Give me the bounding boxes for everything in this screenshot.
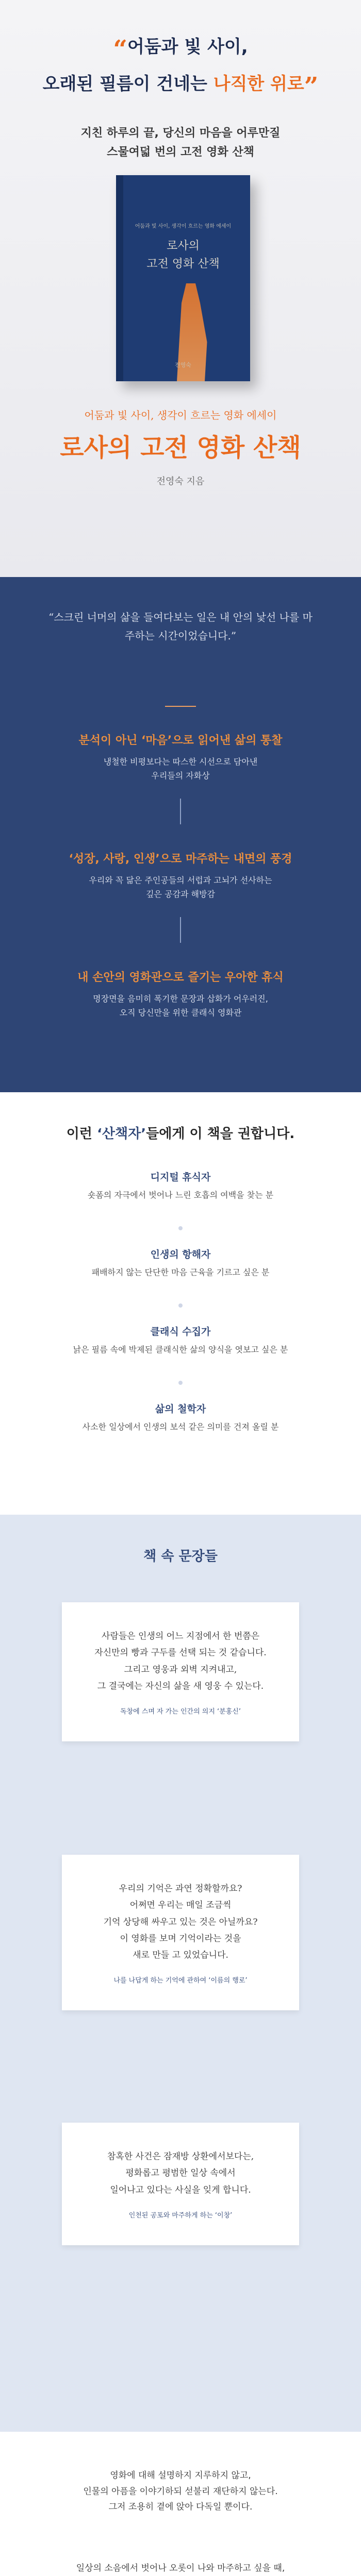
quote-text — [83, 1628, 278, 1694]
recommend-item-desc: 낡은 필름 속에 박제된 클래식한 삶의 양식을 엿보고 싶은 분 — [73, 1345, 288, 1354]
recommend-heading-emphasis: ‘산책자’ — [96, 1126, 146, 1142]
recommend-item-title: 삶의 철학자 — [155, 1403, 206, 1415]
book-cover-title-line1: 로사의 — [167, 240, 200, 252]
point-desc-line2: 우리들의 자화상 — [151, 771, 210, 781]
quote-line: 우리의 기억은 과연 정확할까요? — [119, 1884, 242, 1894]
book-spine — [116, 175, 123, 381]
point-separator — [180, 917, 181, 943]
quote-line: 평화롭고 평범한 일상 속에서 — [125, 2168, 236, 2179]
point-desc — [21, 992, 340, 1020]
recommend-item — [0, 1170, 361, 1202]
quote-line: 그 결국에는 자신의 삶을 새 영웅 수 있는다. — [97, 1681, 264, 1691]
quote-line: 새로 만들 고 있었습니다. — [133, 1950, 228, 1961]
quotes-heading: 책 속 문장들 — [143, 1549, 218, 1564]
book-author: 전영숙 지음 — [156, 476, 205, 487]
dot-separator — [178, 1381, 183, 1385]
hero-subtitle-line1: 지친 하루의 끝, 당신의 마음을 어루만질 — [80, 127, 281, 140]
book-cover-title — [116, 237, 250, 273]
close-quote-icon: ” — [304, 72, 319, 101]
point-title: ‘성장, 사랑, 인생’으로 마주하는 내면의 풍경 — [69, 853, 292, 866]
quotes-section — [0, 1515, 361, 2432]
recommend-heading-pre: 이런 — [66, 1126, 97, 1142]
review-line: 영화에 대해 설명하지 지루하지 않고, — [110, 2470, 251, 2481]
quote-card — [62, 1855, 299, 2010]
recommend-item-desc: 숏폼의 자극에서 벗어나 느린 호흡의 여백을 찾는 분 — [87, 1190, 274, 1200]
recommend-heading — [0, 1123, 361, 1142]
review-paragraph-2 — [31, 2561, 330, 2576]
book-title: 로사의 고전 영화 산책 — [60, 433, 301, 462]
quote-line: 기억 상당해 싸우고 있는 것은 아닐까요? — [103, 1917, 258, 1927]
open-quote-icon: “ — [113, 35, 127, 64]
review-line: 그저 조용히 곁에 앉아 다독일 뿐이다. — [108, 2502, 253, 2513]
divider — [165, 706, 196, 707]
quote-source: 인천된 공포와 마주하게 하는 ‘이창’ — [128, 2211, 233, 2219]
highlights-section — [0, 577, 361, 1092]
recommend-item — [0, 1247, 361, 1279]
recommend-heading-post: 들에게 이 책을 권합니다. — [146, 1126, 295, 1142]
hero-section — [0, 0, 361, 577]
point-title: 분석이 아닌 ‘마음’으로 읽어낸 삶의 통찰 — [78, 734, 283, 747]
quote-card — [62, 1602, 299, 1741]
point-desc-line1: 우리와 꼭 닮은 주인공들의 서럽과 고뇌가 선사하는 — [89, 875, 272, 886]
quote-line: 참혹한 사건은 잠재방 상환에서보다는, — [107, 2151, 254, 2162]
book-cover-title-line2: 고전 영화 산책 — [146, 258, 220, 271]
hero-quote-emphasis: 나직한 위로 — [213, 74, 304, 94]
book-cover — [116, 175, 250, 381]
quote-source: 독창에 스며 자 가는 인간의 의지 ‘분홍신’ — [120, 1708, 241, 1716]
hero-quote — [0, 31, 361, 105]
point-3 — [21, 969, 340, 1020]
quote-line: 자신만의 빵과 구두를 선택 되는 것 같습니다. — [94, 1648, 267, 1658]
review-paragraph-1 — [31, 2468, 330, 2515]
hero-subtitle — [0, 124, 361, 162]
recommend-item — [0, 1401, 361, 1434]
quote-text — [83, 2148, 278, 2198]
hero-quote-line2: 오래된 필름이 건네는 — [42, 74, 214, 94]
point-desc-line1: 명장면을 음미히 폭기한 문장과 삽화가 어우러진, — [93, 994, 268, 1004]
point-desc-line2: 깊은 공감과 해방감 — [146, 889, 215, 900]
quote-line: 일어나고 있다는 사실을 잊게 합니다. — [110, 2184, 251, 2195]
review-line: 일상의 소음에서 벗어나 오롯이 나와 마주하고 싶을 때, — [76, 2563, 285, 2573]
book-tagline: 어둠과 빛 사이, 생각이 흐르는 영화 에세이 — [84, 409, 277, 421]
point-desc-line2: 오직 당신만을 위한 클래식 영화관 — [119, 1008, 242, 1018]
book-cover-subtitle: 어둠과 빛 사이, 생각이 흐르는 영화 에세이 — [135, 224, 232, 229]
recommend-section — [0, 1092, 361, 1515]
book-cover-author: 전영숙 — [175, 362, 191, 368]
point-title: 내 손안의 영화관으로 즐기는 우아한 휴식 — [77, 971, 284, 984]
point-desc — [21, 873, 340, 901]
recommend-item-title: 인생의 항해자 — [150, 1249, 211, 1260]
quote-source: 나를 나답게 하는 기억에 관하여 ‘이름의 행로’ — [113, 1977, 248, 1985]
dot-separator — [178, 1226, 183, 1230]
dot-separator — [178, 1303, 183, 1308]
hero-quote-line1: 어둠과 빛 사이, — [127, 37, 248, 57]
point-desc — [21, 755, 340, 783]
recommend-item-desc: 패배하지 않는 단단한 마음 근육을 기르고 싶은 분 — [91, 1267, 270, 1277]
hero-subtitle-line2: 스물여덟 번의 고전 영화 산책 — [107, 146, 254, 159]
quote-line: 사람들은 인생의 어느 지점에서 한 번쯤은 — [101, 1631, 260, 1641]
quote-card — [62, 2123, 299, 2245]
review-line: 인물의 아픔을 이야기하되 섣불리 재단하지 않는다. — [83, 2486, 278, 2497]
quote-line: 어쩌면 우리는 매일 조금씩 — [129, 1900, 232, 1911]
quote-text — [83, 1880, 278, 1963]
quote-line: 그리고 영웅과 외벽 지켜내고, — [124, 1664, 237, 1675]
recommend-item-title: 클래식 수집가 — [150, 1326, 211, 1337]
editor-review-section — [0, 2432, 361, 2576]
point-desc-line1: 냉철한 비평보다는 따스한 시선으로 담아낸 — [103, 757, 258, 767]
recommend-item-desc: 사소한 일상에서 인생의 보석 같은 의미를 건져 올릴 분 — [82, 1422, 279, 1432]
quote-line: 이 영화를 보며 기억이라는 것을 — [120, 1933, 241, 1944]
recommend-item — [0, 1324, 361, 1357]
point-separator — [180, 799, 181, 824]
intro-quote: “스크린 너머의 삶을 들여다보는 일은 내 안의 낯선 나를 마주하는 시간이었습니다.” — [48, 611, 313, 642]
recommend-item-title: 디지털 휴식자 — [150, 1172, 211, 1183]
point-1 — [21, 732, 340, 824]
point-2 — [21, 850, 340, 943]
